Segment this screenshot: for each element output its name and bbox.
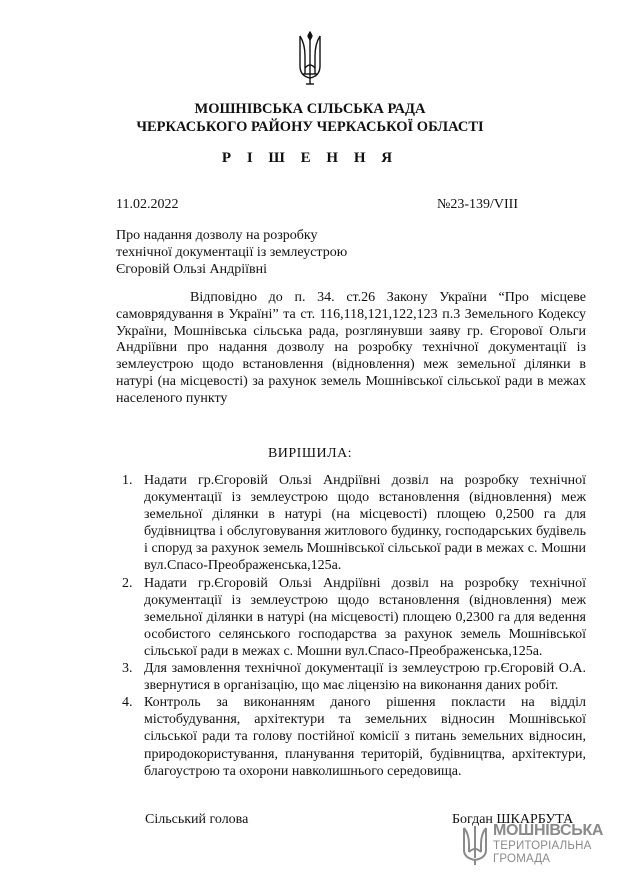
council-header bbox=[0, 100, 620, 136]
subject-line: технічної документації із землеустрою bbox=[116, 245, 348, 260]
item-number: 3. bbox=[122, 661, 133, 677]
item-text: Надати гр.Єгоровій Ользі Андріївні дозвіл на розробку технічної документації із землеустрою щодо встановлення (відновлення) меж земельної ділянки в натурі (на місцевості) площею 0,2300 га для ведення особистого селянського господарства за рахунок земель Мошнівської сільської ради в межах с. Мошни вул.Спасо-Преображенська,125а. bbox=[144, 575, 586, 659]
resolved-heading: ВИРІШИЛА: bbox=[267, 446, 353, 461]
list-item bbox=[116, 694, 586, 779]
signature-role: Сільський голова bbox=[145, 812, 249, 827]
council-region: ЧЕРКАСЬКОГО РАЙОНУ ЧЕРКАСЬКОЇ ОБЛАСТІ bbox=[136, 119, 484, 135]
decision-date: 11.02.2022 bbox=[116, 197, 179, 212]
logo-text-sub: ТЕРИТОРІАЛЬНА bbox=[493, 840, 592, 852]
item-number: 1. bbox=[122, 473, 133, 488]
subject-line: Єгоровій Ользі Андріївні bbox=[116, 262, 268, 277]
item-text: Контроль за виконанням даного рішення покласти на відділ містобудування, архітектури та земельних відносин Мошнівської сільської ради та голову постійної комісії з питань земельних відносин, природокористування, планування територій, будівництва, архітектури, благоустрою та охорони навколишнього середовища. bbox=[144, 695, 586, 779]
community-logo bbox=[461, 822, 611, 868]
preamble-text: Відповідно до п. 34. ст.26 Закону України “Про місцеве самоврядування в Україні” та ст. 116,118,121,122,123 п.3 Земельного Кодексу України, Мошнівська сільська рада, розглянувши заяву гр. Єгорової Ольги Андріївни про надання дозволу на розробку технічної документації із землеустрою щодо встановлення (відновлення) меж земельної ділянки в натурі (на місцевості) за рахунок земель Мошнівської сільської ради в межах населеного пункту bbox=[116, 290, 586, 406]
item-number: 2. bbox=[122, 575, 133, 591]
trident-logo-icon bbox=[461, 824, 489, 866]
item-text: Для замовлення технічної документації із землеустрою гр.Єгоровій О.А. звернутися в організацію, що має ліцензію на виконання даних робіт. bbox=[144, 661, 586, 694]
list-item bbox=[116, 472, 586, 575]
subject-line: Про надання дозволу на розробку bbox=[116, 228, 318, 243]
council-name: МОШНІВСЬКА СІЛЬСЬКА РАДА bbox=[194, 101, 426, 117]
decision-items bbox=[116, 472, 586, 780]
decision-title: Р І Ш Е Н Н Я bbox=[221, 150, 399, 166]
list-item bbox=[116, 575, 586, 660]
logo-text-sub: ГРОМАДА bbox=[493, 853, 551, 865]
decision-number: №23-139/VIII bbox=[437, 197, 519, 212]
item-text: Надати гр.Єгоровій Ользі Андріївні дозвіл на розробку технічної документації із землеустрою щодо встановлення (відновлення) меж земельної ділянки в натурі (на місцевості) площею 0,2500 га для будівництва і обслуговування житлового будинку, господарських будівель і споруд за рахунок земель Мошнівської сільської ради в межах с. Мошни вул.Спасо-Преображенська,125а. bbox=[144, 473, 586, 574]
logo-text-main: МОШНІВСЬКА bbox=[493, 822, 604, 839]
list-item bbox=[116, 660, 586, 694]
preamble-paragraph bbox=[116, 290, 586, 408]
decision-subject bbox=[116, 227, 347, 278]
signature-name: Богдан ШКАРБУТА bbox=[452, 812, 574, 827]
trident-emblem-icon bbox=[297, 30, 323, 86]
item-number: 4. bbox=[122, 695, 133, 711]
